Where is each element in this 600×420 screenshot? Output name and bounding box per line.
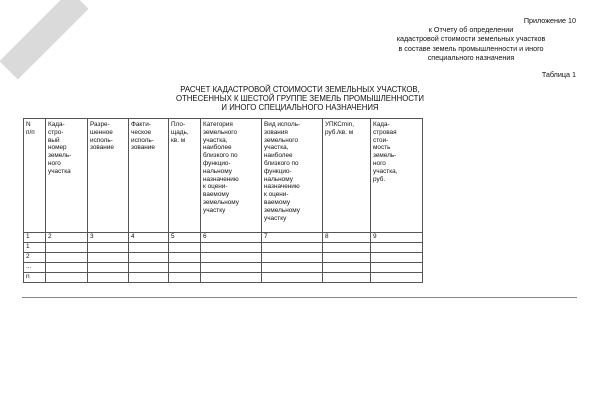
row-label-cell: 2	[24, 253, 46, 263]
column-header-line: ваемому	[203, 191, 230, 199]
table-cell	[46, 253, 88, 263]
table-row	[24, 273, 423, 283]
table-cell	[323, 273, 371, 283]
column-header-line: земель-	[373, 152, 397, 160]
column-header-line: зования	[264, 128, 288, 136]
table-cell	[169, 253, 201, 263]
column-header-line: п/п	[26, 128, 35, 136]
column-number-cell: 4	[129, 233, 169, 243]
column-header-line: функцио-	[203, 159, 231, 167]
table-cell	[371, 273, 423, 283]
appendix-line: специального назначения	[427, 52, 515, 62]
column-header-line: участка	[48, 167, 71, 175]
column-number-cell: 2	[46, 233, 88, 243]
table-row	[24, 263, 423, 273]
appendix-line: в составе земель промышленности и иного	[398, 43, 544, 53]
table-cell	[88, 263, 129, 273]
heading-line: РАСЧЕТ КАДАСТРОВОЙ СТОИМОСТИ ЗЕМЕЛЬНЫХ УЧАСТКОВ,	[180, 85, 420, 94]
table-number-label: Таблица 1	[541, 70, 576, 79]
table-cell	[129, 243, 169, 253]
column-number-cell: 1	[24, 233, 46, 243]
column-header-line: УПКСmin,	[325, 121, 354, 128]
column-header-line: участка,	[203, 136, 228, 144]
table-header-row	[24, 119, 423, 233]
appendix-line: к Отчету об определении	[428, 25, 514, 35]
column-header-line: N	[26, 121, 31, 128]
column-header	[323, 119, 371, 233]
column-header-line: земель-	[48, 152, 72, 160]
column-number-cell: 7	[262, 233, 323, 243]
column-header-line: близкого по	[264, 159, 299, 167]
column-header-line: земельному	[203, 198, 239, 206]
heading-line: И ИНОГО СПЕЦИАЛЬНОГО НАЗНАЧЕНИЯ	[221, 103, 379, 112]
column-header-line: к оцени-	[203, 183, 228, 191]
column-header	[262, 119, 323, 233]
table-cell	[371, 253, 423, 263]
table-cell	[371, 263, 423, 273]
column-header-line: Пло-	[171, 121, 186, 128]
table-cell	[169, 273, 201, 283]
column-header-line: ваемому	[264, 198, 291, 206]
column-header-line: участку	[203, 206, 226, 214]
appendix-title: Приложение 10	[523, 16, 576, 25]
table-cell	[46, 273, 88, 283]
document-heading	[150, 85, 450, 112]
row-label-cell: n	[24, 273, 46, 283]
table-cell	[129, 253, 169, 263]
column-header-line: руб.	[373, 175, 386, 183]
column-header-line: назначению	[203, 175, 239, 183]
column-number-cell: 9	[371, 233, 423, 243]
watermark-logo	[0, 0, 89, 80]
column-header-line: вый	[48, 136, 60, 144]
column-header-line: мость	[373, 144, 391, 152]
column-header	[88, 119, 129, 233]
table-cell	[371, 243, 423, 253]
table-cell	[262, 243, 323, 253]
column-header-line: стро-	[48, 128, 64, 136]
table-cell	[129, 273, 169, 283]
column-header-line: земельного	[203, 128, 238, 136]
column-header-line: исполь-	[90, 136, 113, 144]
column-header-line: назначению	[264, 183, 300, 191]
column-header	[371, 119, 423, 233]
column-header-line: Категория	[203, 121, 233, 128]
column-header-line: стровая	[373, 128, 397, 136]
appendix-line: кадастровой стоимости земельных участков	[396, 34, 546, 44]
table-cell	[201, 273, 262, 283]
column-header	[46, 119, 88, 233]
table-row	[24, 253, 423, 263]
table-row	[24, 243, 423, 253]
table-cell	[201, 263, 262, 273]
table-cell	[201, 253, 262, 263]
table-cell	[88, 253, 129, 263]
column-header-line: щадь,	[171, 128, 189, 136]
column-header-line: к оцени-	[264, 191, 289, 199]
column-header-line: функцио-	[264, 167, 292, 175]
column-header-line: исполь-	[131, 136, 154, 144]
column-header-line: Разре-	[90, 121, 110, 128]
column-number-cell: 8	[323, 233, 371, 243]
cost-calculation-table	[23, 118, 423, 283]
column-number-row	[24, 233, 423, 243]
column-header-line: руб./кв. м	[325, 128, 354, 136]
column-header-line: ческое	[131, 128, 152, 136]
column-number-cell: 3	[88, 233, 129, 243]
table-cell	[46, 243, 88, 253]
column-header-line: участка,	[373, 167, 398, 175]
table-cell	[88, 273, 129, 283]
table-cell	[169, 243, 201, 253]
table-cell	[323, 243, 371, 253]
column-header-line: Факти-	[131, 121, 151, 128]
column-header-line: Када-	[373, 121, 390, 128]
column-header-line: Вид исполь-	[264, 121, 301, 128]
column-header-line: земельному	[264, 206, 300, 214]
table-cell	[129, 263, 169, 273]
table-cell	[262, 273, 323, 283]
column-number-cell: 5	[169, 233, 201, 243]
column-header-line: ного	[373, 159, 386, 167]
column-header-line: наиболее	[203, 144, 232, 152]
table-cell	[323, 253, 371, 263]
column-header-line: участка,	[264, 144, 289, 152]
column-header-line: номер	[48, 144, 67, 152]
row-label-cell: ...	[24, 263, 46, 273]
column-header	[201, 119, 262, 233]
column-header-line: нальному	[203, 167, 232, 175]
column-header	[169, 119, 201, 233]
column-header-line: кв. м	[171, 136, 186, 144]
table-cell	[201, 243, 262, 253]
column-number-cell: 6	[201, 233, 262, 243]
column-header-line: Када-	[48, 121, 65, 128]
column-header-line: наиболее	[264, 152, 293, 160]
table-cell	[169, 263, 201, 273]
column-header-line: зование	[90, 144, 114, 152]
table-cell	[262, 253, 323, 263]
column-header-line: земельного	[264, 136, 299, 144]
column-header-line: участку	[264, 214, 287, 222]
table-cell	[88, 243, 129, 253]
column-header-line: ного	[48, 159, 61, 167]
row-label-cell: 1	[24, 243, 46, 253]
column-header	[24, 119, 46, 233]
heading-line: ОТНЕСЕННЫХ К ШЕСТОЙ ГРУППЕ ЗЕМЕЛЬ ПРОМЫШЛЕННОСТИ	[175, 94, 425, 103]
column-header-line: близкого по	[203, 152, 238, 160]
table-cell	[323, 263, 371, 273]
column-header-line: стои-	[373, 136, 389, 144]
column-header-line: шенное	[90, 128, 113, 136]
bottom-divider	[22, 297, 577, 298]
table-cell	[262, 263, 323, 273]
column-header	[129, 119, 169, 233]
column-header-line: нальному	[264, 175, 293, 183]
table-cell	[46, 263, 88, 273]
column-header-line: зование	[131, 144, 155, 152]
appendix-note	[366, 16, 576, 62]
